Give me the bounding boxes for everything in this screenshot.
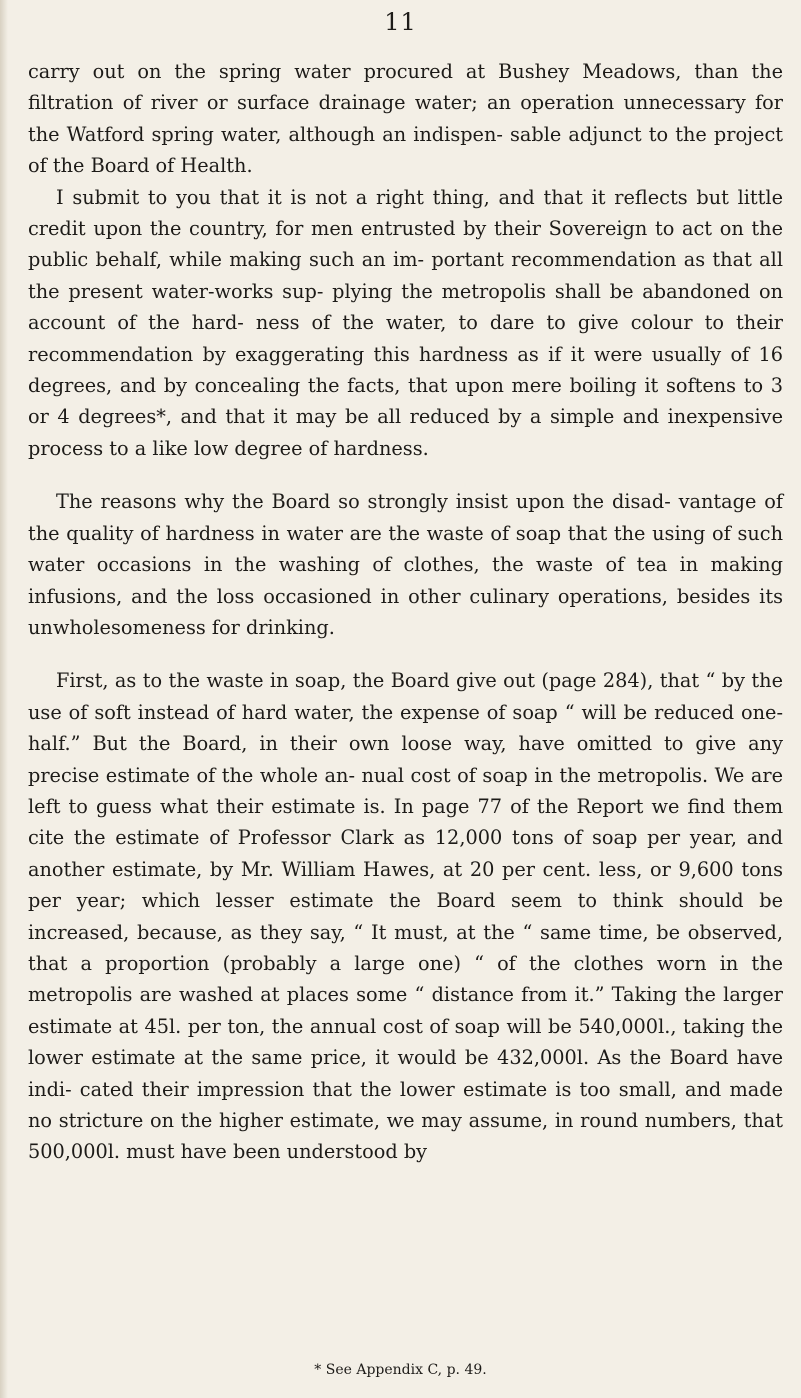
paragraph-2: I submit to you that it is not a right thing, and that it reflects but little credit upon the country, for men entrusted by their Sovereign to act on the public behalf, while making such an im- portant recommendation as that all the present water-works sup- plying the metropolis shall be abandoned on account of the hard- ness of the water, to dare to give colour to their recommendation by exaggerating this hardness as if it were usually of 16 degrees, and by concealing the facts, that upon mere boiling it softens to 3 or 4 degrees*, and that it may be all reduced by a simple and inexpensive process to a like low degree of hardness. (28, 185, 783, 460)
footnote: * See Appendix C, p. 49. (314, 1362, 487, 1378)
page-edge (0, 0, 8, 1398)
paragraph-1: carry out on the spring water procured at Bushey Meadows, than the filtration of river or surface drainage water; an operation unnecessary for the Watford spring water, although an indispen- sable adjunct to the project of the Board of Health. (28, 60, 783, 178)
paragraph-4: First, as to the waste in soap, the Board give out (page 284), that “ by the use of soft instead of hard water, the expense of soap “ will be reduced one-half.” But the Board, in their own loose way, have omitted to give any precise estimate of the whole an- nual cost of soap in the metropolis. We are left to guess what their estimate is. In page 77 of the Report we find them cite the estimate of Professor Clark as 12,000 tons of soap per year, and another estimate, by Mr. William Hawes, at 20 per cent. less, or 9,600 tons per year; which lesser estimate the Board seem to think should be increased, because, as they say, “ It must, at the “ same time, be observed, that a proportion (probably a large one) “ of the clothes worn in the metropolis are washed at places some “ distance from it.” Taking the larger estimate at 45l. per ton, the annual cost of soap will be 540,000l., taking the lower estimate at the same price, it would be 432,000l. As the Board have indi- cated their impression that the lower estimate is too small, and made no stricture on the higher estimate, we may assume, in round numbers, that 500,000l. must have been understood by (28, 669, 783, 1164)
page-number: 11 (384, 8, 417, 36)
page-body (28, 56, 783, 1168)
paragraph-3: The reasons why the Board so strongly insist upon the disad- vantage of the quality of hardness in water are the waste of soap that the using of such water occasions in the washing of clothes, the waste of tea in making infusions, and the loss occasioned in other culinary operations, besides its unwholesomeness for drinking. (28, 490, 783, 639)
